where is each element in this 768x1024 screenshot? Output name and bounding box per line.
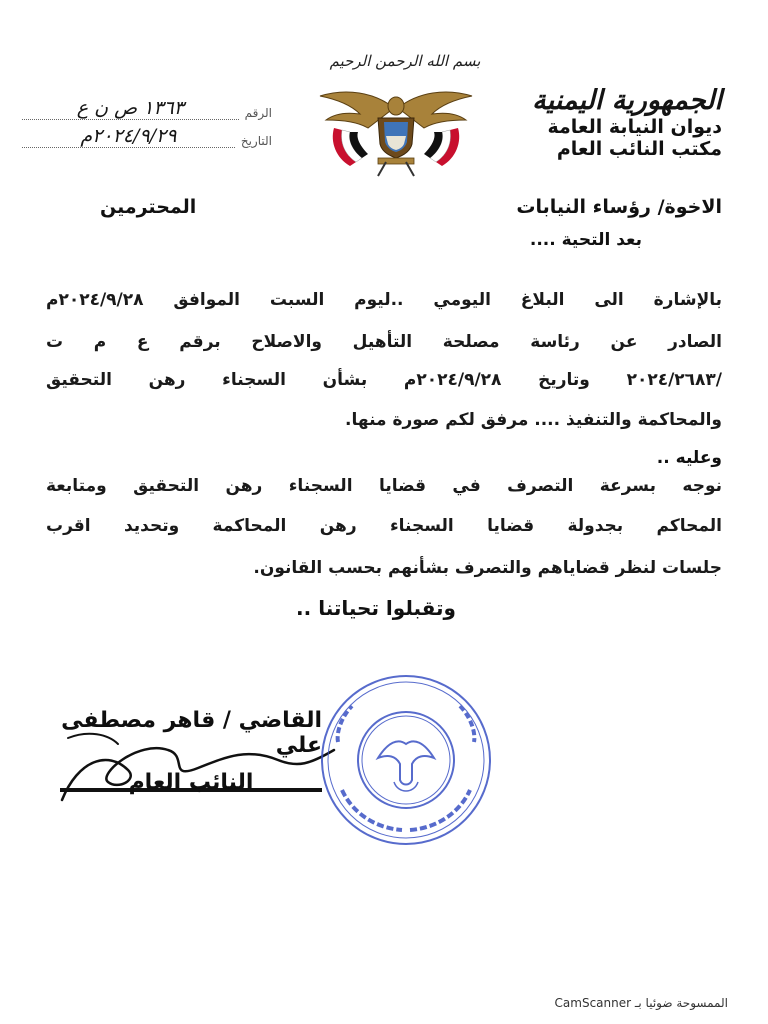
reference-date-value: ٢٠٢٤/٩/٢٩م: [22, 125, 235, 148]
signatory-title: النائب العام: [128, 770, 254, 795]
addressee: الاخوة/ رؤساء النيابات: [516, 196, 722, 218]
body-line-7: جلسات لنظر قضاياهم والتصرف بشأنهم بحسب القانون.: [253, 558, 722, 578]
reference-number-label: الرقم: [244, 106, 272, 120]
department-name: مكتب النائب العام: [556, 138, 722, 160]
body-line-4: والمحاكمة والتنفيذ .... مرفق لكم صورة منها.: [345, 410, 722, 430]
greeting: بعد التحية ....: [529, 230, 642, 250]
reference-date-label: التاريخ: [240, 134, 272, 148]
letterhead: [502, 86, 722, 160]
country-name: الجمهورية اليمنية: [532, 85, 722, 116]
reference-block: [22, 92, 272, 148]
body-line-6: المحاكم بجدولة قضايا السجناء رهن المحاكمة وتحديد اقرب: [46, 516, 722, 536]
therefore-heading: وعليه ..: [656, 448, 722, 468]
reference-date-row: [22, 120, 272, 148]
office-name: ديوان النيابة العامة: [547, 116, 722, 138]
body-line-3: /٢٠٢٤/٢٦٨٣ وتاريخ ٢٠٢٤/٩/٢٨م بشأن السجناء رهن التحقيق: [46, 370, 722, 390]
body-line-1: بالإشارة الى البلاغ اليومي ..ليوم السبت الموافق ٢٠٢٤/٩/٢٨م: [46, 290, 722, 310]
reference-number-value: ١٣٦٣ ص ن ع: [22, 97, 239, 120]
respected-title: المحترمين: [100, 196, 197, 218]
signatory-name: القاضي / قاهر مصطفى علي: [61, 708, 322, 758]
basmala: بسم الله الرحمن الرحيم: [329, 52, 481, 70]
closing-line: وتقبلوا تحياتنا ..: [296, 596, 456, 620]
reference-number-row: [22, 92, 272, 120]
body-line-2: الصادر عن رئاسة مصلحة التأهيل والاصلاح برقم ع م ت: [46, 332, 722, 352]
yemen-eagle-emblem-icon: [316, 70, 476, 180]
scanner-footer: الممسوحة ضوئيا بـ CamScanner: [554, 996, 728, 1010]
official-stamp-icon: [318, 672, 494, 848]
body-line-5: نوجه بسرعة التصرف في قضايا السجناء رهن التحقيق ومتابعة: [46, 476, 722, 496]
